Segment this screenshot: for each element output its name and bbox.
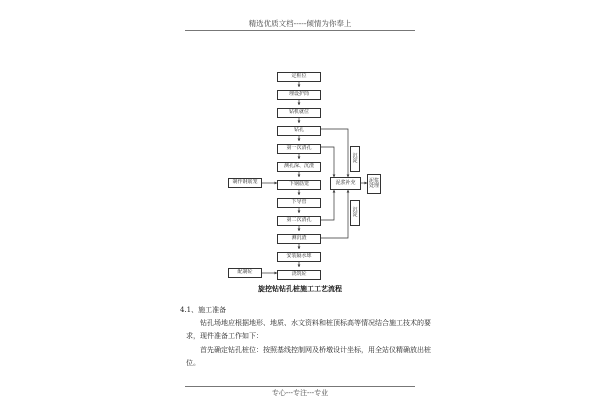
- flow-step-8: 下导管: [277, 198, 321, 208]
- mud-supply-box: 泥浆补充: [330, 177, 361, 190]
- make-rebar-cage-box: 制作钢筋笼: [228, 178, 262, 188]
- sediment-box-bottom: 沉淀: [350, 200, 360, 226]
- prepare-concrete-box: 配制砼: [228, 268, 262, 278]
- flow-step-12: 浇筑砼: [277, 270, 321, 280]
- flowchart-caption: 旋挖钻钻孔桩施工工艺流程: [258, 284, 342, 293]
- flow-step-10: 测沉渣: [277, 234, 321, 244]
- flow-step-7: 下钢筋笼: [277, 180, 321, 190]
- mud-treatment-box: 泥浆处理: [367, 174, 381, 194]
- paragraph-1: 钻孔场地应根据地形、地质、水文资料和桩顶标高等情况结合施工技术的要求，现件准备工作如下：: [186, 319, 431, 340]
- flow-step-4: 钻孔: [277, 126, 321, 136]
- flow-step-6: 测孔深、沉渣: [277, 162, 321, 172]
- sediment-box-top: 沉淀: [350, 146, 360, 172]
- flow-step-1: 定桩位: [277, 72, 321, 82]
- flow-step-2: 埋设护筒: [277, 90, 321, 100]
- section-heading: 4.1、施工准备: [180, 306, 227, 314]
- footer-divider: [185, 386, 415, 387]
- flow-step-11: 安装隔水球: [277, 252, 321, 262]
- flow-step-3: 钻机就位: [277, 108, 321, 118]
- flow-step-5: 第一次清孔: [277, 144, 321, 154]
- page-footer: 专心---专注---专业: [271, 389, 329, 397]
- flow-step-9: 第二次清孔: [277, 216, 321, 226]
- paragraph-2: 首先确定钻孔桩位：按照基线控制网及桥墩设计坐标，用全站仪精确放出桩位。: [186, 346, 431, 367]
- page-header: 精选优质文档-----倾情为你奉上: [248, 19, 352, 28]
